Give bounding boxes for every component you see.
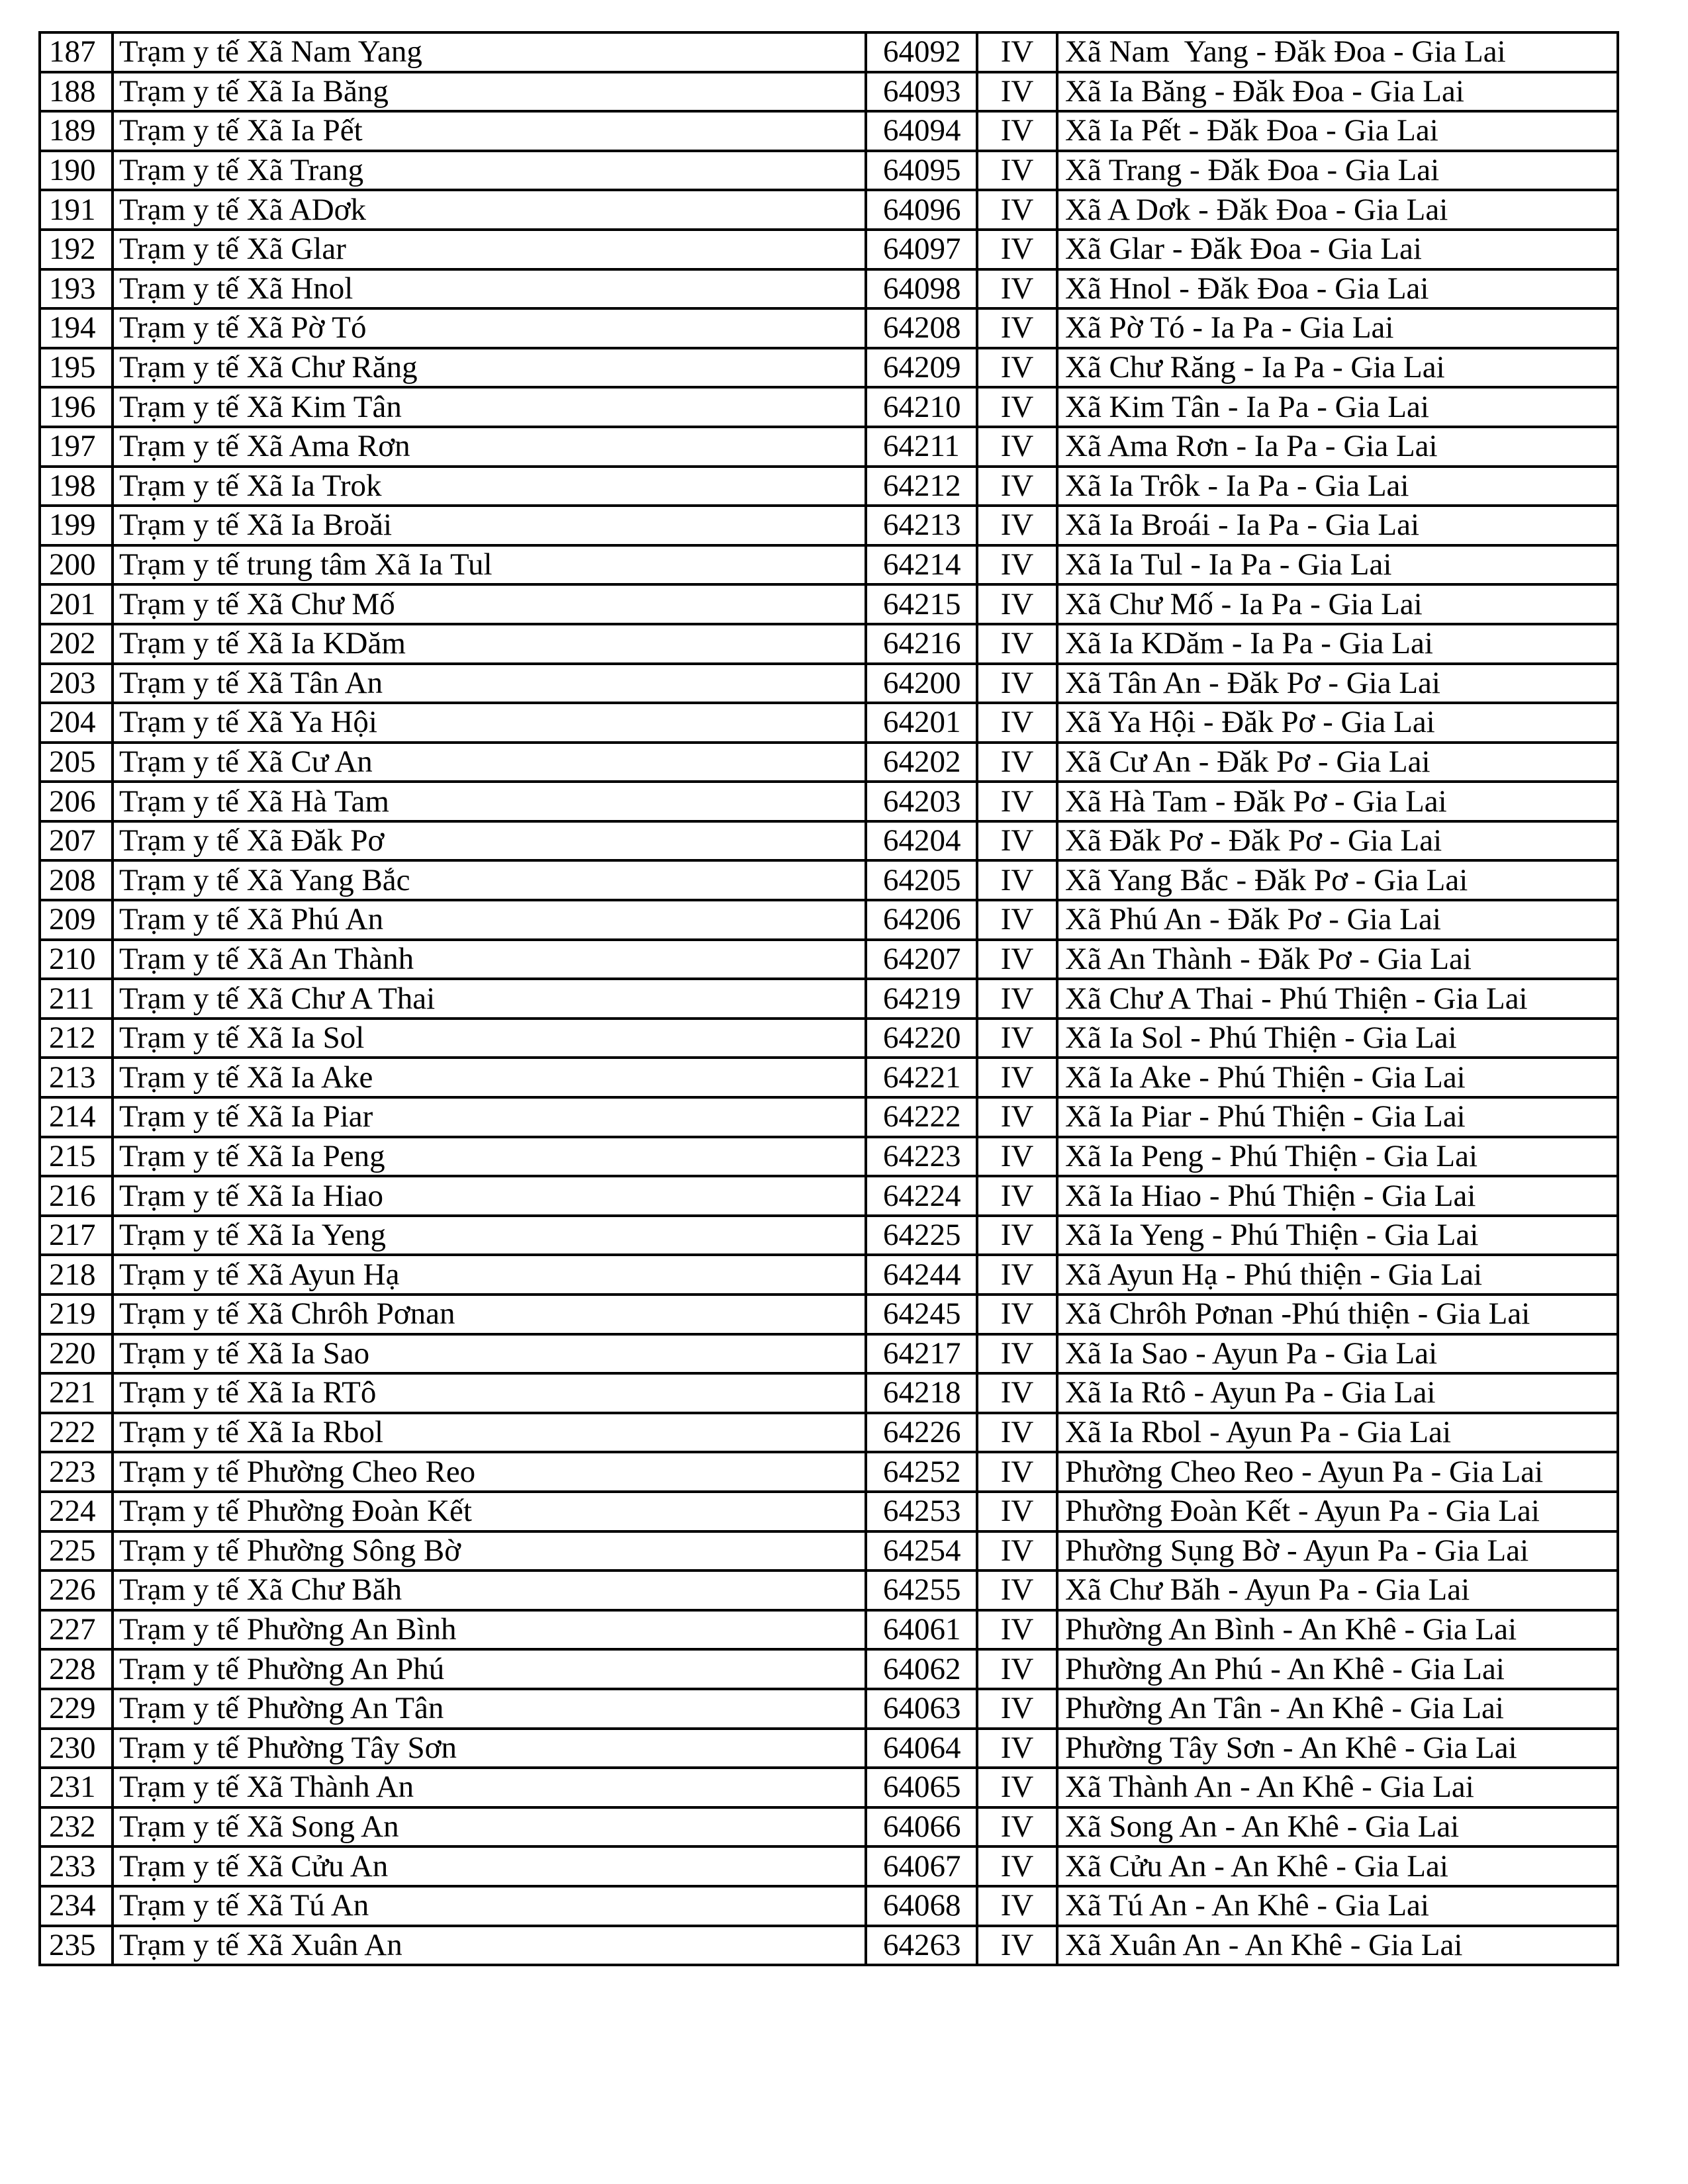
facility-name-cell: Trạm y tế Xã Ia Hiao xyxy=(113,1176,866,1216)
facility-level-cell: IV xyxy=(977,506,1057,545)
row-number-cell: 200 xyxy=(40,545,113,585)
facility-level-cell: IV xyxy=(977,387,1057,427)
facility-code-cell: 64068 xyxy=(866,1886,977,1926)
facility-name-cell: Trạm y tế trung tâm Xã Ia Tul xyxy=(113,545,866,585)
row-number-cell: 224 xyxy=(40,1492,113,1531)
table-row xyxy=(40,72,1618,112)
facility-code-cell: 64212 xyxy=(866,467,977,506)
facility-code-cell: 64095 xyxy=(866,151,977,191)
facility-name-cell: Trạm y tế Xã An Thành xyxy=(113,940,866,979)
facility-name-cell: Trạm y tế Xã Ia Peng xyxy=(113,1137,866,1177)
row-number-cell: 196 xyxy=(40,387,113,427)
facility-level-cell: IV xyxy=(977,1531,1057,1571)
facility-address-cell: Xã Ia Piar - Phú Thiện - Gia Lai xyxy=(1057,1097,1618,1137)
facility-address-cell: Xã Ia Pết - Đăk Đoa - Gia Lai xyxy=(1057,111,1618,151)
facility-name-cell: Trạm y tế Xã Ayun Hạ xyxy=(113,1255,866,1295)
table-row xyxy=(40,821,1618,861)
facility-address-cell: Xã Chư Băh - Ayun Pa - Gia Lai xyxy=(1057,1570,1618,1610)
facility-name-cell: Trạm y tế Xã Hà Tam xyxy=(113,782,866,821)
table-row xyxy=(40,584,1618,624)
facility-address-cell: Xã Ia KDăm - Ia Pa - Gia Lai xyxy=(1057,624,1618,664)
facility-address-cell: Xã Pờ Tó - Ia Pa - Gia Lai xyxy=(1057,308,1618,348)
row-number-cell: 234 xyxy=(40,1886,113,1926)
table-row xyxy=(40,190,1618,230)
facility-address-cell: Phường An Bình - An Khê - Gia Lai xyxy=(1057,1610,1618,1650)
row-number-cell: 233 xyxy=(40,1846,113,1886)
facility-level-cell: IV xyxy=(977,821,1057,861)
row-number-cell: 227 xyxy=(40,1610,113,1650)
table-row xyxy=(40,1926,1618,1966)
table-row xyxy=(40,269,1618,309)
facility-name-cell: Trạm y tế Xã Ia Broăi xyxy=(113,506,866,545)
table-row xyxy=(40,940,1618,979)
facility-level-cell: IV xyxy=(977,230,1057,269)
facility-code-cell: 64222 xyxy=(866,1097,977,1137)
facility-name-cell: Trạm y tế Phường Cheo Reo xyxy=(113,1452,866,1492)
facility-address-cell: Xã Glar - Đăk Đoa - Gia Lai xyxy=(1057,230,1618,269)
facility-code-cell: 64219 xyxy=(866,979,977,1019)
facility-level-cell: IV xyxy=(977,1689,1057,1729)
row-number-cell: 202 xyxy=(40,624,113,664)
facility-name-cell: Trạm y tế Xã Glar xyxy=(113,230,866,269)
facility-address-cell: Xã Yang Bắc - Đăk Pơ - Gia Lai xyxy=(1057,860,1618,900)
facility-name-cell: Trạm y tế Xã Ia RTô xyxy=(113,1373,866,1413)
row-number-cell: 230 xyxy=(40,1729,113,1768)
facility-address-cell: Xã Ia Broái - Ia Pa - Gia Lai xyxy=(1057,506,1618,545)
row-number-cell: 209 xyxy=(40,900,113,940)
facility-level-cell: IV xyxy=(977,427,1057,467)
table-row xyxy=(40,1295,1618,1334)
table-row xyxy=(40,664,1618,704)
facility-code-cell: 64201 xyxy=(866,703,977,743)
facility-name-cell: Trạm y tế Xã Ia KDăm xyxy=(113,624,866,664)
facility-level-cell: IV xyxy=(977,624,1057,664)
table-row xyxy=(40,1137,1618,1177)
facility-level-cell: IV xyxy=(977,1373,1057,1413)
facility-level-cell: IV xyxy=(977,1334,1057,1374)
facility-address-cell: Xã Ia Tul - Ia Pa - Gia Lai xyxy=(1057,545,1618,585)
facility-name-cell: Trạm y tế Xã Phú An xyxy=(113,900,866,940)
facility-address-cell: Xã Ia Sao - Ayun Pa - Gia Lai xyxy=(1057,1334,1618,1374)
facility-address-cell: Xã Ia Rbol - Ayun Pa - Gia Lai xyxy=(1057,1413,1618,1453)
facility-code-cell: 64063 xyxy=(866,1689,977,1729)
facility-level-cell: IV xyxy=(977,584,1057,624)
facility-code-cell: 64220 xyxy=(866,1019,977,1058)
facility-name-cell: Trạm y tế Phường Đoàn Kết xyxy=(113,1492,866,1531)
facility-level-cell: IV xyxy=(977,1137,1057,1177)
facility-code-cell: 64092 xyxy=(866,32,977,72)
facility-address-cell: Xã Hnol - Đăk Đoa - Gia Lai xyxy=(1057,269,1618,309)
table-row xyxy=(40,1255,1618,1295)
facility-level-cell: IV xyxy=(977,1886,1057,1926)
facility-level-cell: IV xyxy=(977,1255,1057,1295)
facility-address-cell: Xã Chư Mố - Ia Pa - Gia Lai xyxy=(1057,584,1618,624)
facility-name-cell: Trạm y tế Xã Thành An xyxy=(113,1768,866,1807)
facility-name-cell: Trạm y tế Xã Ia Pết xyxy=(113,111,866,151)
facility-code-cell: 64263 xyxy=(866,1926,977,1966)
table-row xyxy=(40,743,1618,782)
facility-address-cell: Xã Ia Yeng - Phú Thiện - Gia Lai xyxy=(1057,1216,1618,1255)
facility-address-cell: Xã Trang - Đăk Đoa - Gia Lai xyxy=(1057,151,1618,191)
table-row xyxy=(40,1492,1618,1531)
table-row xyxy=(40,545,1618,585)
facility-address-cell: Xã Tân An - Đăk Pơ - Gia Lai xyxy=(1057,664,1618,704)
table-row xyxy=(40,151,1618,191)
facility-name-cell: Trạm y tế Xã Pờ Tó xyxy=(113,308,866,348)
facility-level-cell: IV xyxy=(977,940,1057,979)
row-number-cell: 214 xyxy=(40,1097,113,1137)
row-number-cell: 190 xyxy=(40,151,113,191)
facility-level-cell: IV xyxy=(977,269,1057,309)
facility-level-cell: IV xyxy=(977,348,1057,388)
facility-name-cell: Trạm y tế Xã Yang Bắc xyxy=(113,860,866,900)
facility-name-cell: Trạm y tế Xã Xuân An xyxy=(113,1926,866,1966)
facility-code-cell: 64066 xyxy=(866,1807,977,1847)
table-row xyxy=(40,1689,1618,1729)
facility-code-cell: 64064 xyxy=(866,1729,977,1768)
table-row xyxy=(40,1846,1618,1886)
facility-code-cell: 64226 xyxy=(866,1413,977,1453)
facility-code-cell: 64061 xyxy=(866,1610,977,1650)
facility-name-cell: Trạm y tế Xã Song An xyxy=(113,1807,866,1847)
row-number-cell: 222 xyxy=(40,1413,113,1453)
facility-name-cell: Trạm y tế Xã Cửu An xyxy=(113,1846,866,1886)
facility-level-cell: IV xyxy=(977,979,1057,1019)
facility-address-cell: Xã Hà Tam - Đăk Pơ - Gia Lai xyxy=(1057,782,1618,821)
row-number-cell: 232 xyxy=(40,1807,113,1847)
row-number-cell: 191 xyxy=(40,190,113,230)
facility-code-cell: 64224 xyxy=(866,1176,977,1216)
facility-code-cell: 64098 xyxy=(866,269,977,309)
facility-address-cell: Xã Cửu An - An Khê - Gia Lai xyxy=(1057,1846,1618,1886)
table-row xyxy=(40,703,1618,743)
table-body xyxy=(40,32,1618,1965)
facility-name-cell: Trạm y tế Xã Ia Piar xyxy=(113,1097,866,1137)
facility-name-cell: Trạm y tế Xã Tú An xyxy=(113,1886,866,1926)
row-number-cell: 212 xyxy=(40,1019,113,1058)
facility-code-cell: 64065 xyxy=(866,1768,977,1807)
facility-code-cell: 64207 xyxy=(866,940,977,979)
facility-level-cell: IV xyxy=(977,467,1057,506)
facility-name-cell: Trạm y tế Xã Chư Răng xyxy=(113,348,866,388)
row-number-cell: 226 xyxy=(40,1570,113,1610)
row-number-cell: 203 xyxy=(40,664,113,704)
facility-code-cell: 64253 xyxy=(866,1492,977,1531)
facility-code-cell: 64097 xyxy=(866,230,977,269)
table-row xyxy=(40,1531,1618,1571)
facility-code-cell: 64245 xyxy=(866,1295,977,1334)
row-number-cell: 205 xyxy=(40,743,113,782)
facility-name-cell: Trạm y tế Phường Sông Bờ xyxy=(113,1531,866,1571)
facility-name-cell: Trạm y tế Xã Ya Hội xyxy=(113,703,866,743)
table-row xyxy=(40,1097,1618,1137)
facility-name-cell: Trạm y tế Xã Chư Băh xyxy=(113,1570,866,1610)
facility-code-cell: 64206 xyxy=(866,900,977,940)
health-station-table xyxy=(38,31,1619,1966)
table-row xyxy=(40,900,1618,940)
facility-name-cell: Trạm y tế Xã Cư An xyxy=(113,743,866,782)
facility-address-cell: Xã Xuân An - An Khê - Gia Lai xyxy=(1057,1926,1618,1966)
facility-code-cell: 64203 xyxy=(866,782,977,821)
facility-level-cell: IV xyxy=(977,1846,1057,1886)
facility-address-cell: Xã Ayun Hạ - Phú thiện - Gia Lai xyxy=(1057,1255,1618,1295)
facility-code-cell: 64204 xyxy=(866,821,977,861)
table-row xyxy=(40,1570,1618,1610)
table-row xyxy=(40,1768,1618,1807)
row-number-cell: 210 xyxy=(40,940,113,979)
facility-address-cell: Xã Cư An - Đăk Pơ - Gia Lai xyxy=(1057,743,1618,782)
row-number-cell: 189 xyxy=(40,111,113,151)
table-row xyxy=(40,1729,1618,1768)
facility-code-cell: 64254 xyxy=(866,1531,977,1571)
row-number-cell: 208 xyxy=(40,860,113,900)
facility-code-cell: 64213 xyxy=(866,506,977,545)
row-number-cell: 197 xyxy=(40,427,113,467)
facility-name-cell: Trạm y tế Xã Ia Yeng xyxy=(113,1216,866,1255)
facility-level-cell: IV xyxy=(977,1729,1057,1768)
facility-level-cell: IV xyxy=(977,1807,1057,1847)
facility-address-cell: Xã Phú An - Đăk Pơ - Gia Lai xyxy=(1057,900,1618,940)
facility-level-cell: IV xyxy=(977,782,1057,821)
facility-address-cell: Phường Đoàn Kết - Ayun Pa - Gia Lai xyxy=(1057,1492,1618,1531)
facility-address-cell: Xã Chư A Thai - Phú Thiện - Gia Lai xyxy=(1057,979,1618,1019)
facility-code-cell: 64255 xyxy=(866,1570,977,1610)
row-number-cell: 188 xyxy=(40,72,113,112)
facility-code-cell: 64062 xyxy=(866,1649,977,1689)
facility-level-cell: IV xyxy=(977,1058,1057,1097)
facility-code-cell: 64096 xyxy=(866,190,977,230)
facility-level-cell: IV xyxy=(977,1216,1057,1255)
facility-level-cell: IV xyxy=(977,1570,1057,1610)
row-number-cell: 199 xyxy=(40,506,113,545)
facility-code-cell: 64215 xyxy=(866,584,977,624)
row-number-cell: 195 xyxy=(40,348,113,388)
facility-code-cell: 64216 xyxy=(866,624,977,664)
table-row xyxy=(40,387,1618,427)
facility-address-cell: Xã Chrôh Pơnan -Phú thiện - Gia Lai xyxy=(1057,1295,1618,1334)
table-row xyxy=(40,1452,1618,1492)
facility-code-cell: 64221 xyxy=(866,1058,977,1097)
facility-code-cell: 64093 xyxy=(866,72,977,112)
facility-level-cell: IV xyxy=(977,860,1057,900)
facility-name-cell: Trạm y tế Phường An Bình xyxy=(113,1610,866,1650)
facility-level-cell: IV xyxy=(977,151,1057,191)
facility-code-cell: 64225 xyxy=(866,1216,977,1255)
facility-level-cell: IV xyxy=(977,308,1057,348)
facility-level-cell: IV xyxy=(977,190,1057,230)
facility-level-cell: IV xyxy=(977,32,1057,72)
facility-address-cell: Xã An Thành - Đăk Pơ - Gia Lai xyxy=(1057,940,1618,979)
facility-address-cell: Xã Ia Sol - Phú Thiện - Gia Lai xyxy=(1057,1019,1618,1058)
facility-level-cell: IV xyxy=(977,1649,1057,1689)
row-number-cell: 218 xyxy=(40,1255,113,1295)
facility-address-cell: Phường Sụng Bờ - Ayun Pa - Gia Lai xyxy=(1057,1531,1618,1571)
facility-code-cell: 64200 xyxy=(866,664,977,704)
table-row xyxy=(40,1413,1618,1453)
row-number-cell: 217 xyxy=(40,1216,113,1255)
facility-address-cell: Xã Nam Yang - Đăk Đoa - Gia Lai xyxy=(1057,32,1618,72)
facility-name-cell: Trạm y tế Phường An Tân xyxy=(113,1689,866,1729)
row-number-cell: 211 xyxy=(40,979,113,1019)
facility-name-cell: Trạm y tế Xã Trang xyxy=(113,151,866,191)
facility-address-cell: Xã Thành An - An Khê - Gia Lai xyxy=(1057,1768,1618,1807)
facility-name-cell: Trạm y tế Xã Chư Mố xyxy=(113,584,866,624)
facility-name-cell: Trạm y tế Xã Kim Tân xyxy=(113,387,866,427)
facility-name-cell: Trạm y tế Xã Ia Trok xyxy=(113,467,866,506)
facility-name-cell: Trạm y tế Xã Ia Ake xyxy=(113,1058,866,1097)
facility-code-cell: 64223 xyxy=(866,1137,977,1177)
row-number-cell: 206 xyxy=(40,782,113,821)
row-number-cell: 231 xyxy=(40,1768,113,1807)
facility-level-cell: IV xyxy=(977,900,1057,940)
table-row xyxy=(40,1176,1618,1216)
facility-code-cell: 64252 xyxy=(866,1452,977,1492)
facility-name-cell: Trạm y tế Xã Ia Sol xyxy=(113,1019,866,1058)
facility-code-cell: 64205 xyxy=(866,860,977,900)
facility-name-cell: Trạm y tế Xã Chrôh Pơnan xyxy=(113,1295,866,1334)
facility-address-cell: Xã Ama Rơn - Ia Pa - Gia Lai xyxy=(1057,427,1618,467)
facility-level-cell: IV xyxy=(977,1413,1057,1453)
facility-level-cell: IV xyxy=(977,72,1057,112)
facility-address-cell: Xã Ia Hiao - Phú Thiện - Gia Lai xyxy=(1057,1176,1618,1216)
facility-address-cell: Phường An Phú - An Khê - Gia Lai xyxy=(1057,1649,1618,1689)
row-number-cell: 192 xyxy=(40,230,113,269)
facility-name-cell: Trạm y tế Xã Nam Yang xyxy=(113,32,866,72)
facility-code-cell: 64244 xyxy=(866,1255,977,1295)
row-number-cell: 201 xyxy=(40,584,113,624)
table-row xyxy=(40,1216,1618,1255)
facility-address-cell: Xã Ia Ake - Phú Thiện - Gia Lai xyxy=(1057,1058,1618,1097)
facility-address-cell: Phường Cheo Reo - Ayun Pa - Gia Lai xyxy=(1057,1452,1618,1492)
row-number-cell: 228 xyxy=(40,1649,113,1689)
table-row xyxy=(40,782,1618,821)
table-row xyxy=(40,1610,1618,1650)
facility-level-cell: IV xyxy=(977,1452,1057,1492)
facility-level-cell: IV xyxy=(977,1295,1057,1334)
row-number-cell: 204 xyxy=(40,703,113,743)
row-number-cell: 219 xyxy=(40,1295,113,1334)
row-number-cell: 213 xyxy=(40,1058,113,1097)
table-row xyxy=(40,308,1618,348)
facility-name-cell: Trạm y tế Xã Ia Rbol xyxy=(113,1413,866,1453)
facility-code-cell: 64208 xyxy=(866,308,977,348)
facility-name-cell: Trạm y tế Xã Chư A Thai xyxy=(113,979,866,1019)
row-number-cell: 221 xyxy=(40,1373,113,1413)
row-number-cell: 223 xyxy=(40,1452,113,1492)
facility-address-cell: Xã Song An - An Khê - Gia Lai xyxy=(1057,1807,1618,1847)
table-row xyxy=(40,506,1618,545)
facility-code-cell: 64217 xyxy=(866,1334,977,1374)
facility-address-cell: Xã A Dơk - Đăk Đoa - Gia Lai xyxy=(1057,190,1618,230)
facility-level-cell: IV xyxy=(977,1097,1057,1137)
facility-name-cell: Trạm y tế Xã Đăk Pơ xyxy=(113,821,866,861)
facility-level-cell: IV xyxy=(977,1926,1057,1966)
facility-name-cell: Trạm y tế Phường An Phú xyxy=(113,1649,866,1689)
table-row xyxy=(40,348,1618,388)
facility-name-cell: Trạm y tế Xã Ia Băng xyxy=(113,72,866,112)
table-row xyxy=(40,1886,1618,1926)
facility-code-cell: 64202 xyxy=(866,743,977,782)
facility-code-cell: 64067 xyxy=(866,1846,977,1886)
row-number-cell: 220 xyxy=(40,1334,113,1374)
facility-name-cell: Trạm y tế Xã Hnol xyxy=(113,269,866,309)
table-row xyxy=(40,1649,1618,1689)
row-number-cell: 216 xyxy=(40,1176,113,1216)
facility-level-cell: IV xyxy=(977,1768,1057,1807)
facility-level-cell: IV xyxy=(977,545,1057,585)
row-number-cell: 235 xyxy=(40,1926,113,1966)
facility-name-cell: Trạm y tế Xã Ia Sao xyxy=(113,1334,866,1374)
table-row xyxy=(40,1334,1618,1374)
facility-address-cell: Xã Ya Hội - Đăk Pơ - Gia Lai xyxy=(1057,703,1618,743)
facility-address-cell: Xã Ia Peng - Phú Thiện - Gia Lai xyxy=(1057,1137,1618,1177)
facility-name-cell: Trạm y tế Xã Ama Rơn xyxy=(113,427,866,467)
table-row xyxy=(40,32,1618,72)
facility-address-cell: Xã Chư Răng - Ia Pa - Gia Lai xyxy=(1057,348,1618,388)
table-row xyxy=(40,624,1618,664)
row-number-cell: 198 xyxy=(40,467,113,506)
table-row xyxy=(40,1019,1618,1058)
table-row xyxy=(40,979,1618,1019)
table-row xyxy=(40,230,1618,269)
row-number-cell: 194 xyxy=(40,308,113,348)
facility-address-cell: Xã Tú An - An Khê - Gia Lai xyxy=(1057,1886,1618,1926)
table-row xyxy=(40,1807,1618,1847)
facility-level-cell: IV xyxy=(977,703,1057,743)
facility-code-cell: 64210 xyxy=(866,387,977,427)
facility-level-cell: IV xyxy=(977,743,1057,782)
facility-code-cell: 64218 xyxy=(866,1373,977,1413)
facility-level-cell: IV xyxy=(977,1176,1057,1216)
facility-level-cell: IV xyxy=(977,1610,1057,1650)
facility-address-cell: Phường An Tân - An Khê - Gia Lai xyxy=(1057,1689,1618,1729)
facility-name-cell: Trạm y tế Xã Tân An xyxy=(113,664,866,704)
facility-address-cell: Phường Tây Sơn - An Khê - Gia Lai xyxy=(1057,1729,1618,1768)
facility-code-cell: 64209 xyxy=(866,348,977,388)
row-number-cell: 215 xyxy=(40,1137,113,1177)
facility-level-cell: IV xyxy=(977,1019,1057,1058)
row-number-cell: 207 xyxy=(40,821,113,861)
facility-address-cell: Xã Đăk Pơ - Đăk Pơ - Gia Lai xyxy=(1057,821,1618,861)
row-number-cell: 193 xyxy=(40,269,113,309)
facility-address-cell: Xã Ia Trôk - Ia Pa - Gia Lai xyxy=(1057,467,1618,506)
facility-address-cell: Xã Ia Băng - Đăk Đoa - Gia Lai xyxy=(1057,72,1618,112)
facility-code-cell: 64094 xyxy=(866,111,977,151)
facility-level-cell: IV xyxy=(977,111,1057,151)
table-row xyxy=(40,427,1618,467)
facility-level-cell: IV xyxy=(977,664,1057,704)
facility-level-cell: IV xyxy=(977,1492,1057,1531)
row-number-cell: 229 xyxy=(40,1689,113,1729)
table-row xyxy=(40,1058,1618,1097)
facility-address-cell: Xã Kim Tân - Ia Pa - Gia Lai xyxy=(1057,387,1618,427)
facility-name-cell: Trạm y tế Phường Tây Sơn xyxy=(113,1729,866,1768)
table-row xyxy=(40,111,1618,151)
table-row xyxy=(40,860,1618,900)
facility-code-cell: 64214 xyxy=(866,545,977,585)
facility-address-cell: Xã Ia Rtô - Ayun Pa - Gia Lai xyxy=(1057,1373,1618,1413)
facility-name-cell: Trạm y tế Xã ADơk xyxy=(113,190,866,230)
table-row xyxy=(40,1373,1618,1413)
table-row xyxy=(40,467,1618,506)
row-number-cell: 187 xyxy=(40,32,113,72)
row-number-cell: 225 xyxy=(40,1531,113,1571)
facility-code-cell: 64211 xyxy=(866,427,977,467)
